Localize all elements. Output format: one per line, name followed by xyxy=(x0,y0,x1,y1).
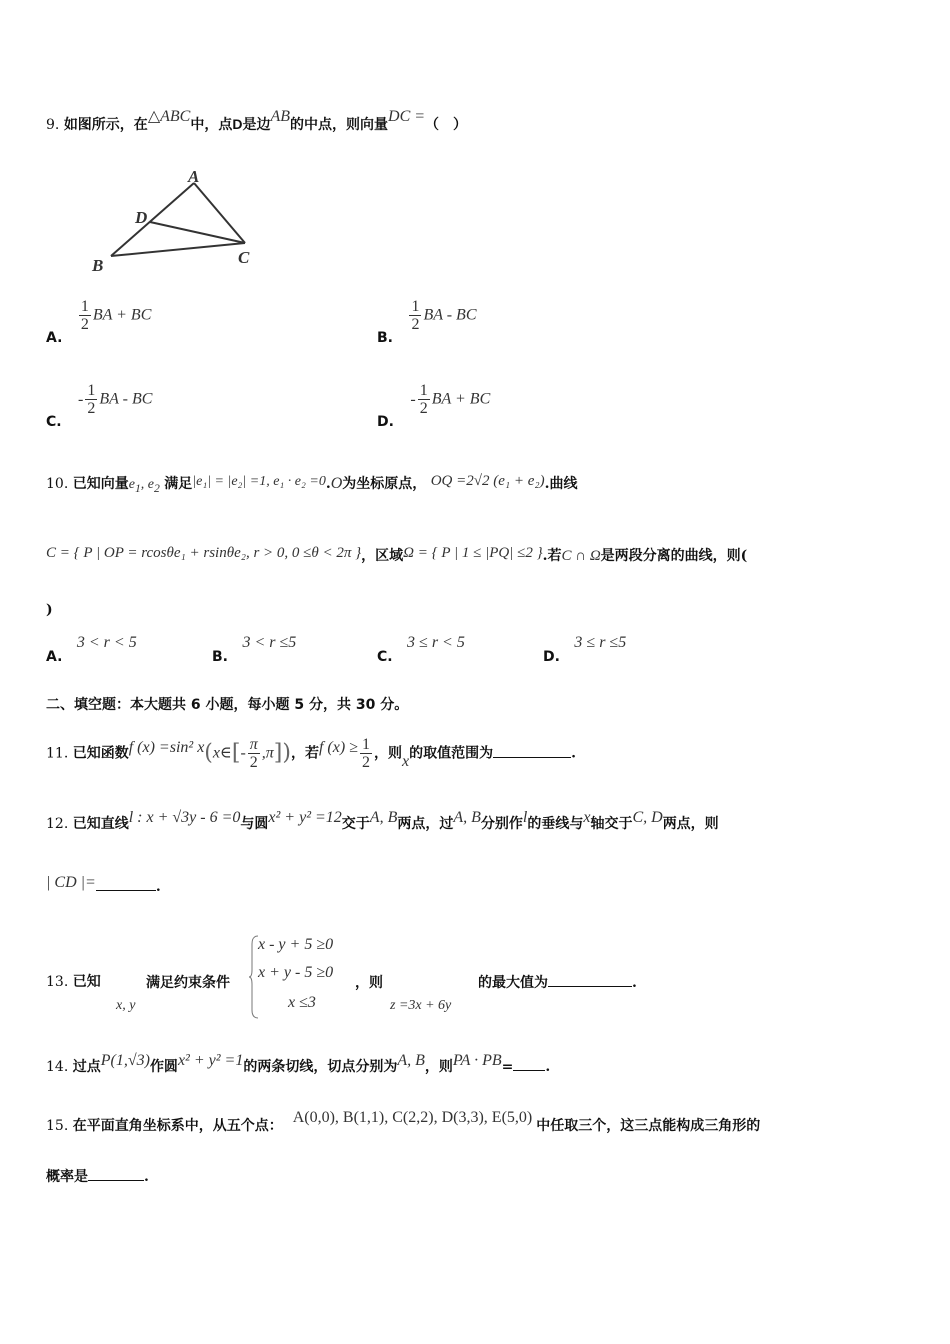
constraint-2: x + y - 5 ≥0 xyxy=(258,964,334,981)
q10-region-omega: Ω = { P | 1 ≤ |PQ| ≤2 } xyxy=(403,545,543,561)
q10-option-d[interactable]: D. 3 ≤ r ≤5 xyxy=(543,634,627,665)
question-15: 15. 在平面直角坐标系中，从五个点： A(0,0), B(1,1), C(2,2), D(3,3), E(5,0) 中任取三个，这三点能构成三角形的 xyxy=(46,1109,761,1134)
q10-condition: |e₁| = |e₂| =1, e₁ · e₂ =0 xyxy=(192,474,326,489)
question-15-cont: 概率是 . xyxy=(46,1166,149,1187)
question-12: 12. 已知直线l : x + √3y - 6 =0与圆x² + y² =12交于A, B两点，过A, B分别作l的垂线与x轴交于C, D两点，则 xyxy=(46,809,719,832)
question-10-curve: C = { P | OP = rcosθe₁ + rsinθe₂, r > 0, 0 ≤θ < 2π }，区域Ω = { P | 1 ≤ |PQ| ≤2 }.若C ∩ Ω是两段分离的曲线，则( xyxy=(46,545,748,564)
q10-oq: OQ =2√2 (e₁ + e₂) xyxy=(430,473,545,489)
vertex-b-label: B xyxy=(92,256,104,275)
q10-option-b[interactable]: B. 3 < r ≤5 xyxy=(212,634,297,665)
q13-answer-blank[interactable] xyxy=(548,972,632,987)
question-11: 11. 已知函数f (x) =sin² x(x∈[- $\frac{\pi}{2}$ ,π])，若f (x) ≥ $\frac{1}{2}$ ，则x的取值范围为 . xyxy=(46,736,576,771)
question-9: 9. 如图所示，在△ABC中，点D是边AB的中点，则向量DC =（ ） xyxy=(46,108,468,133)
q9-triangle: △ABC xyxy=(147,108,191,125)
question-10: 10. 已知向量$e_1$, $e_2$ 满足|e₁| = |e₂| =1, e₁ · e₂ =0.O为坐标原点， OQ =2√2 (e₁ + e₂).曲线 xyxy=(46,473,578,495)
constraint-1: x - y + 5 ≥0 xyxy=(258,936,334,953)
constraint-3: x ≤3 xyxy=(288,994,316,1011)
q9-option-a[interactable]: A. $\frac{1}{2}$ BA + BC xyxy=(46,298,152,346)
q12-answer-blank[interactable] xyxy=(96,876,156,891)
q14-answer-blank[interactable] xyxy=(513,1056,545,1071)
q10-option-a[interactable]: A. 3 < r < 5 xyxy=(46,634,137,665)
vertex-a-label: A xyxy=(188,167,200,186)
question-14: 14. 过点P(1,√3)作圆x² + y² =1的两条切线，切点分别为A, B，则PA · PB= . xyxy=(46,1052,551,1075)
answer-paren: （ ） xyxy=(425,117,468,133)
q13-objective: z =3x + 6y xyxy=(390,998,452,1013)
section-heading: 二、填空题：本大题共 6 小题，每小题 5 分，共 30 分。 xyxy=(46,697,409,713)
q13-vars: x, y xyxy=(116,998,136,1013)
q11-answer-blank[interactable] xyxy=(493,743,571,758)
question-13: 13. 已知 xyxy=(46,974,101,990)
q10-option-c[interactable]: C. 3 ≤ r < 5 xyxy=(377,634,465,665)
q15-points: A(0,0), B(1,1), C(2,2), D(3,3), E(5,0) xyxy=(292,1109,533,1126)
question-12-cont: | CD |= . xyxy=(46,874,161,895)
q9-option-b[interactable]: B. $\frac{1}{2}$ BA - BC xyxy=(377,298,477,346)
vertex-d-label: D xyxy=(135,208,148,227)
q15-answer-blank[interactable] xyxy=(88,1166,144,1181)
q10-curve-c: C = { P | OP = rcosθe₁ + rsinθe₂, r > 0, 0 ≤θ < 2π } xyxy=(46,545,362,561)
q9-option-c[interactable]: C. - $\frac{1}{2}$ BA - BC xyxy=(46,382,153,430)
exam-page: 9. 如图所示，在△ABC中，点D是边AB的中点，则向量DC =（ ） A B C D A. $\frac{1}{2}$ BA + BC B. $\frac{1}{2}$ BA - BC C. - $\frac{1}{2}$ BA - BC D. - $\frac{1}{2}$ BA + BC 10. 已知向量$e_1$, $e_2$ 满足|e₁| = |e₂| =1, e₁ · e₂ =0.O为坐标原点， OQ =2√2 (e₁ + e₂).曲线 C = { P | OP = rcosθe₁ + rsinθe₂, r > 0, 0 ≤θ < 2π }，区域Ω = { P | 1 ≤ |PQ| ≤2 }.若C ∩ Ω是两段分离的曲线，则( ) A. 3 < r < 5 B. 3 < r ≤5 C. 3 ≤ r < 5 D. 3 ≤ r ≤5 二、填空题：本大题共 6 小题，每小题 5 分，共 30 分。 11. 已知函数f (x) =sin² x(x∈[- $\frac{\pi}{2}$ ,π])，若f (x) ≥ $\frac{1}{2}$ ，则x的取值范围为 . 12. 已知直线l : x + √3y - 6 =0与圆x² + y² =12交于A, B两点，过A, B分别作l的垂线与x轴交于C, D两点，则 | CD |= . 13. 已知 x, y 满足约束条件 x - y + 5 ≥0 x + y - 5 ≥0 x ≤3 ，则 z =3x + 6y 的最大值为 . 14. 过点P(1,√3)作圆x² + y² =1的两条切线，切点分别为A, B，则PA · PB= . 15. 在平面直角坐标系中，从五个点： A(0,0), B(1,1), C(2,2), D(3,3), E(5,0) 中任取三个，这三点能构成三角形的 概率是 . xyxy=(46,108,761,1185)
vertex-c-label: C xyxy=(238,248,250,267)
q9-number: 9. xyxy=(46,117,60,133)
triangle-figure xyxy=(85,160,265,280)
q9-vector-dc: DC = xyxy=(388,108,426,125)
q9-option-d[interactable]: D. - $\frac{1}{2}$ BA + BC xyxy=(377,382,491,430)
